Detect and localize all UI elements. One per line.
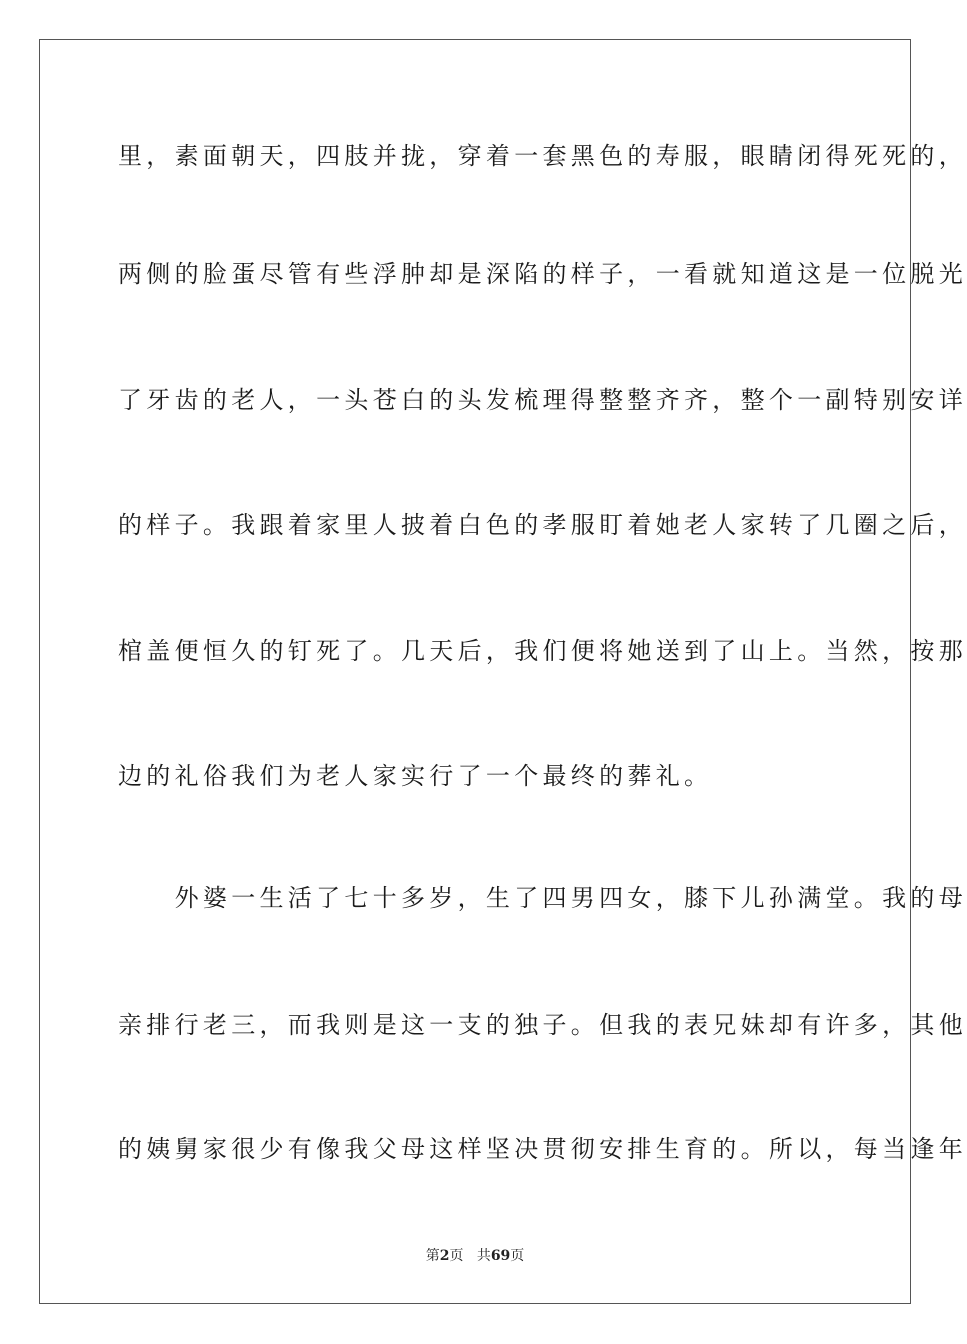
body-text-line-8: 亲排行老三，而我则是这一支的独子。但我的表兄妹却有许多，其他: [118, 1011, 967, 1039]
page-border: [39, 39, 967, 1304]
body-text-line-4: 的样子。我跟着家里人披着白色的孝服盯着她老人家转了几圈之后，: [118, 511, 967, 539]
footer-separator: [463, 1248, 476, 1264]
footer-page-prefix: 第: [425, 1248, 440, 1264]
body-text-line-1: 里，素面朝天，四肢并拢，穿着一套黑色的寿服，眼睛闭得死死的，: [118, 142, 967, 170]
body-text-line-9: 的姨舅家很少有像我父母这样坚决贯彻安排生育的。所以，每当逢年: [118, 1135, 967, 1163]
footer-total-prefix: 共: [476, 1248, 491, 1264]
footer-total-pages: 69: [490, 1248, 511, 1264]
body-text-line-6: 边的礼俗我们为老人家实行了一个最终的葬礼。: [118, 762, 713, 790]
body-text-line-7: 外婆一生活了七十多岁，生了四男四女，膝下儿孙满堂。我的母: [118, 884, 967, 912]
body-text-line-3: 了牙齿的老人，一头苍白的头发梳理得整整齐齐，整个一副特别安详: [118, 386, 967, 414]
footer-page-number: 2: [439, 1248, 450, 1264]
footer-total-suffix: 页: [510, 1248, 525, 1264]
footer-page-suffix: 页: [449, 1248, 464, 1264]
body-text-line-2: 两侧的脸蛋尽管有些浮肿却是深陷的样子，一看就知道这是一位脱光: [118, 260, 967, 288]
body-text-line-5: 棺盖便恒久的钉死了。几天后，我们便将她送到了山上。当然，按那: [118, 637, 967, 665]
page-footer: [0, 1247, 950, 1265]
